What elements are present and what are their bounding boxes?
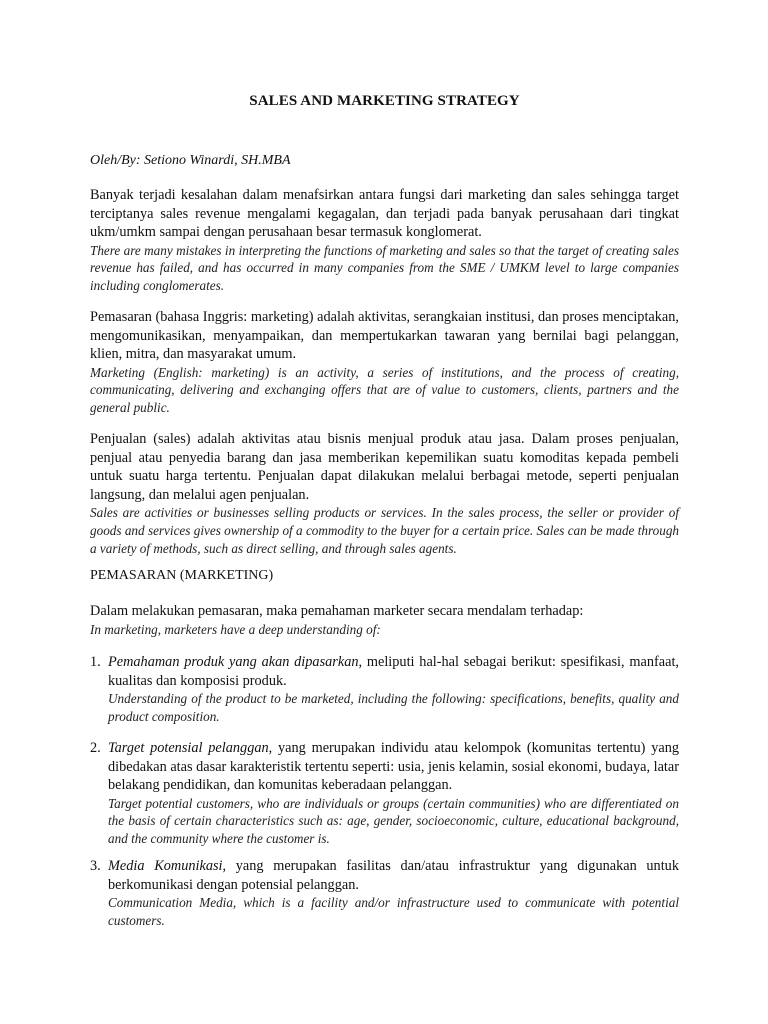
list-item-lead: Pemahaman produk yang akan dipasarkan (108, 654, 359, 670)
list-item-rest: , yang merupakan fasilitas dan/atau infrastruktur yang digunakan untuk berkomunikasi dengan potensial pelanggan. (108, 858, 679, 893)
intro-english: In marketing, marketers have a deep understanding of: (90, 621, 381, 637)
list-item-english: Target potential customers, who are individuals or groups (certain communities) who are differentiated on the basis of certain characteristics such as: age, gender, socioeconomic, culture, educational background, and the community where the customer is. (108, 795, 679, 847)
paragraph-3 (90, 430, 679, 557)
author-line: Oleh/By: Setiono Winardi, SH.MBA (90, 153, 291, 168)
paragraph-2-indonesian: Pemasaran (bahasa Inggris: marketing) adalah aktivitas, serangkaian institusi, dan proses menciptakan, mengomunikasikan, menyampaikan, dan mempertukarkan tawaran yang bernilai bagi pelanggan, klien, mitra, dan masyarakat umum. (90, 309, 679, 362)
list-item-english: Understanding of the product to be marketed, including the following: specifications, benefits, quality and product composition. (108, 691, 679, 724)
list-item-english: Communication Media, which is a facility and/or infrastructure used to communicate with potential customers. (108, 895, 679, 928)
paragraph-1-indonesian: Banyak terjadi kesalahan dalam menafsirkan antara fungsi dari marketing dan sales sehingga target terciptanya sales revenue mengalami kegagalan, dan terjadi pada banyak perusahaan dari tingkat ukm/umkm sampai dengan perusahaan besar termasuk konglomerat. (90, 187, 679, 240)
list-item-lead: Target potensial pelanggan (108, 740, 269, 756)
list-number: 1. (90, 654, 101, 670)
list-item-indonesian (108, 653, 679, 690)
paragraph-3-indonesian: Penjualan (sales) adalah aktivitas atau bisnis menjual produk atau jasa. Dalam proses penjualan, penjual atau penyedia barang dan jasa memberikan kepemilikan suatu komoditas kepada pembeli untuk suatu harga tertentu. Penjualan dapat dilakukan melalui berbagai metode, seperti penjualan langsung, dan melalui agen penjualan. (90, 431, 679, 503)
intro-indonesian: Dalam melakukan pemasaran, maka pemahaman marketer secara mendalam terhadap: (90, 603, 584, 619)
paragraph-2 (90, 308, 679, 417)
list-item-2 (90, 739, 679, 848)
paragraph-3-english: Sales are activities or businesses selling products or services. In the sales process, the seller or provider of goods and services gives ownership of a commodity to the buyer for a certain price. Sales can be made through a variety of methods, such as direct selling, and through sales agents. (90, 505, 679, 556)
list-item-rest: , yang merupakan individu atau kelompok (komunitas tertentu) yang dibedakan atas dasar karakteristik tertentu seperti: usia, jenis kelamin, sosial ekonomi, budaya, latar belakang pendidikan, dan komunitas keberadaan pelanggan. (108, 740, 679, 793)
list-number: 2. (90, 740, 101, 756)
list-item-rest: , meliputi hal-hal sebagai berikut: spesifikasi, manfaat, kualitas dan komposisi produk. (108, 654, 679, 689)
list-item-indonesian (108, 739, 679, 795)
paragraph-1-english: There are many mistakes in interpreting the functions of marketing and sales so that the target of creating sales revenue has failed, and has occurred in many companies from the SME / UMKM level to large companies including conglomerates. (90, 242, 679, 294)
list-number: 3. (90, 858, 101, 874)
list-item-1 (90, 653, 679, 726)
list-item-lead: Media Komunikasi (108, 858, 223, 874)
paragraph-2-english: Marketing (English: marketing) is an activity, a series of institutions, and the process of creating, communicating, delivering and exchanging offers that are of value to customers, clients, partners and the general public. (90, 364, 679, 416)
list-item-3 (90, 857, 679, 930)
section-heading: PEMASARAN (MARKETING) (90, 568, 274, 583)
intro-paragraph (90, 602, 679, 638)
document-title: SALES AND MARKETING STRATEGY (249, 93, 520, 109)
list-item-indonesian (108, 857, 679, 894)
paragraph-1 (90, 186, 679, 295)
